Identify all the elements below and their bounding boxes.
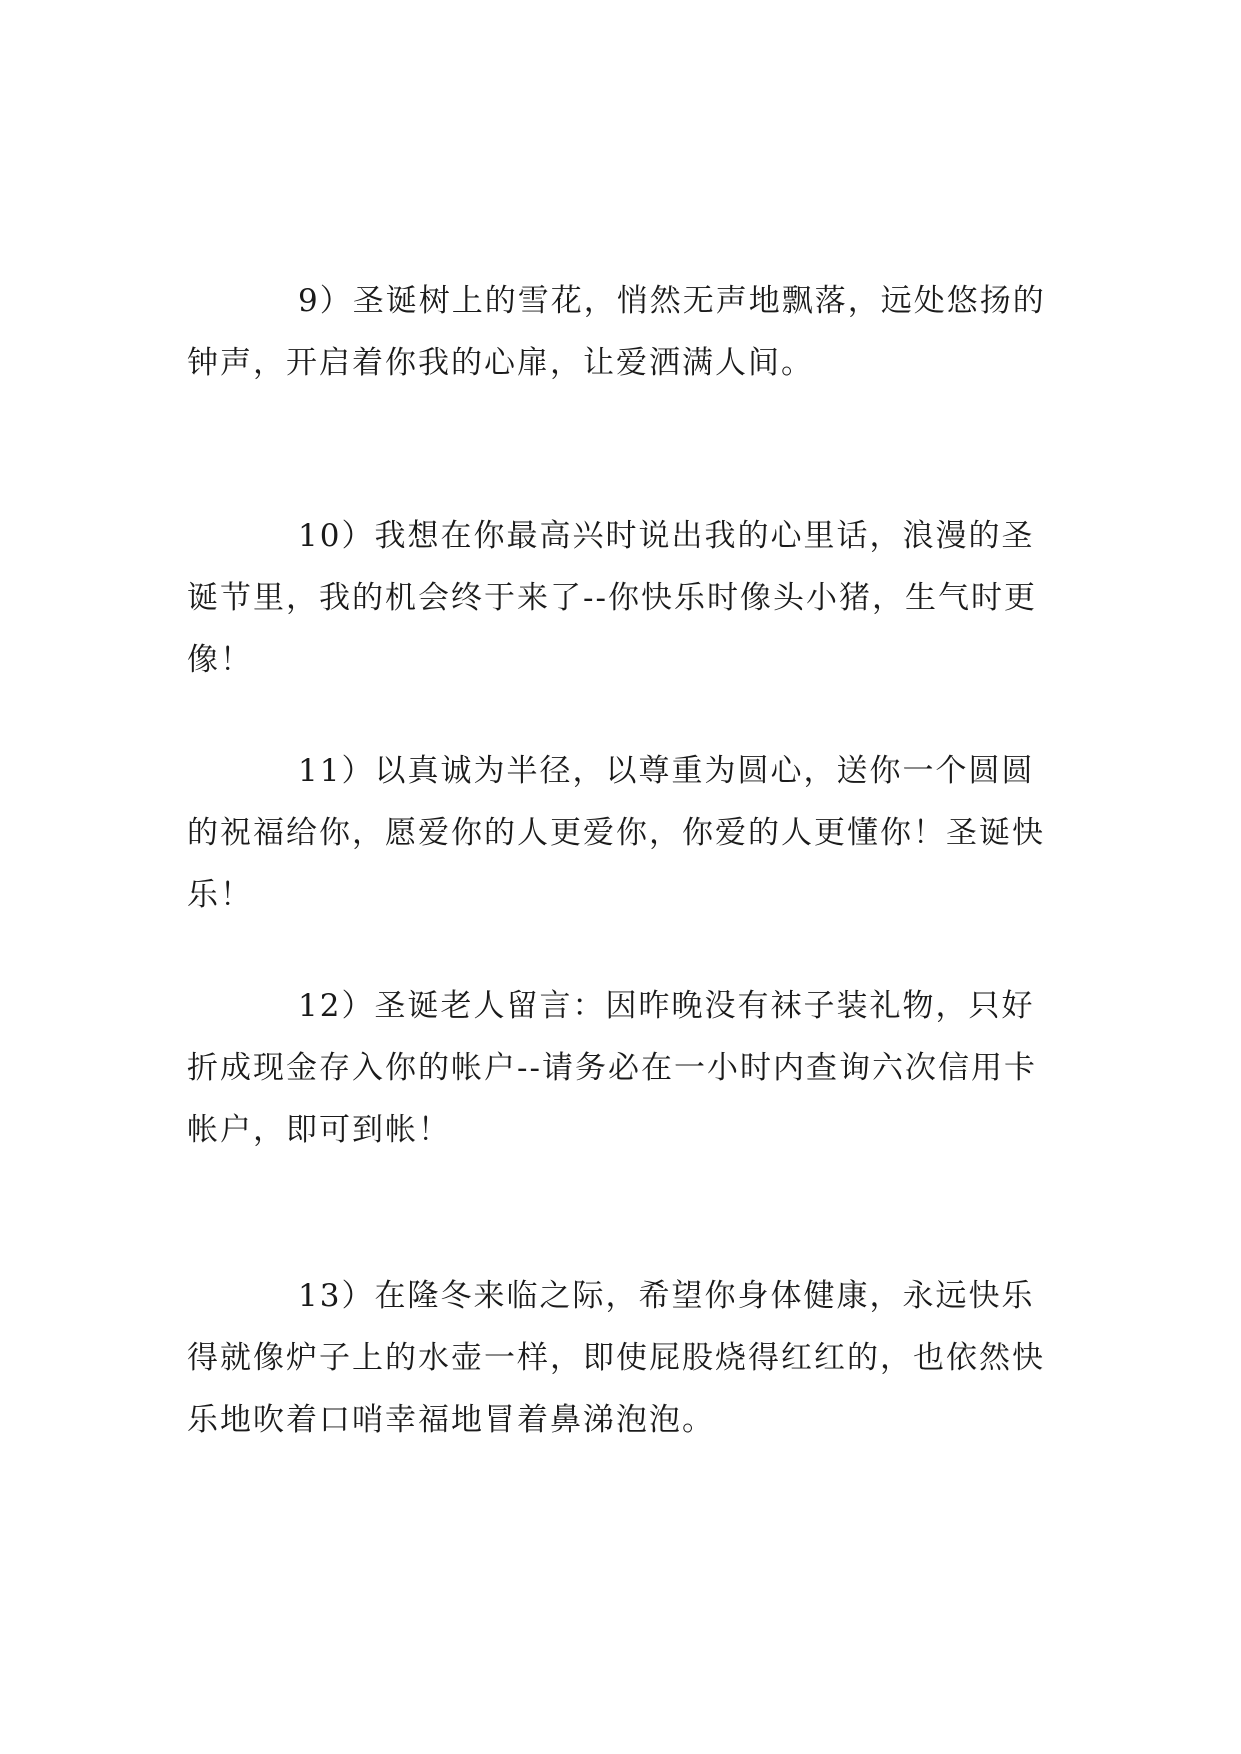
paragraph-13: 13）在隆冬来临之际，希望你身体健康，永远快乐得就像炉子上的水壶一样，即使屁股烧得红红的，也依然快乐地吹着口哨幸福地冒着鼻涕泡泡。 [187, 1278, 1045, 1438]
paragraph-11: 11）以真诚为半径，以尊重为圆心，送你一个圆圆的祝福给你，愿爱你的人更爱你，你爱的人更懂你！圣诞快乐！ [187, 753, 1045, 913]
paragraph-9: 9）圣诞树上的雪花，悄然无声地飘落，远处悠扬的钟声，开启着你我的心扉，让爱洒满人间。 [187, 283, 1046, 381]
paragraph-12: 12）圣诞老人留言：因昨晚没有袜子装礼物，只好折成现金存入你的帐户--请务必在一小时内查询六次信用卡帐户，即可到帐！ [187, 988, 1037, 1148]
paragraph-10: 10）我想在你最高兴时说出我的心里话，浪漫的圣诞节里，我的机会终于来了--你快乐时像头小猪，生气时更像！ [187, 518, 1037, 678]
